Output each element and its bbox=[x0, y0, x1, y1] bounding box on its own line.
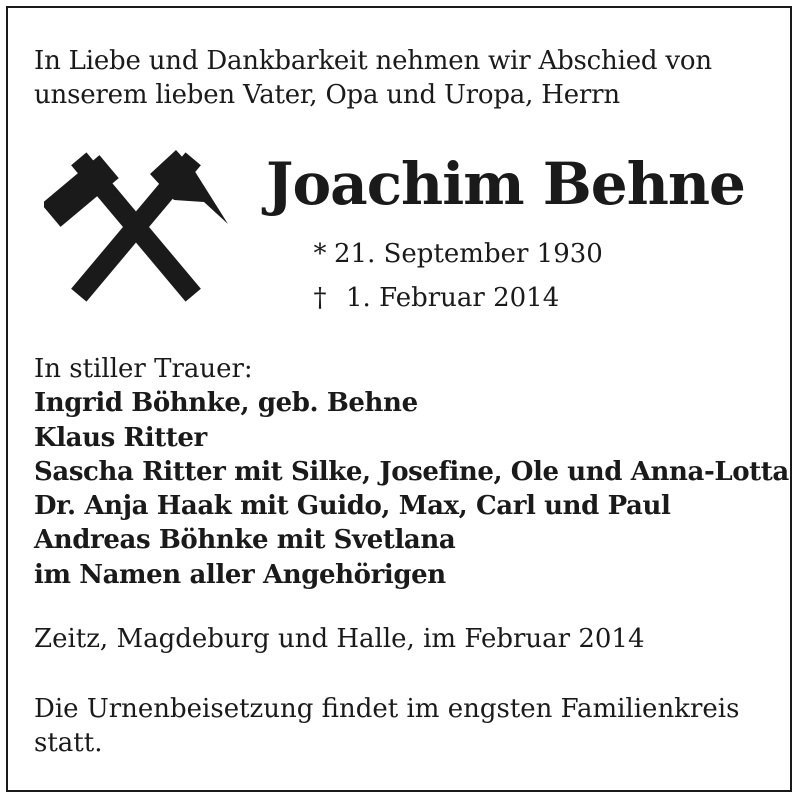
death-row bbox=[306, 276, 603, 320]
hammer-and-pick-icon bbox=[44, 146, 228, 308]
deceased-name: Joachim Behne bbox=[266, 150, 745, 218]
burial-line: Die Urnenbeisetzung findet im engsten Familienkreis bbox=[34, 694, 740, 724]
mourner-line: Sascha Ritter mit Silke, Josefine, Ole und Anna-Lotta bbox=[34, 456, 789, 487]
mourner-line: Ingrid Böhnke, geb. Behne bbox=[34, 388, 418, 419]
mourning-heading: In stiller Trauer: bbox=[34, 354, 253, 384]
birth-date: 21. September 1930 bbox=[334, 239, 603, 269]
mourner-line: Klaus Ritter bbox=[34, 422, 207, 453]
intro-line: unserem lieben Vater, Opa und Uropa, Herrn bbox=[34, 80, 620, 110]
life-dates bbox=[306, 232, 603, 320]
intro-text bbox=[34, 44, 774, 112]
mourner-line: im Namen aller Angehörigen bbox=[34, 559, 446, 590]
birth-star-icon: * bbox=[313, 239, 327, 269]
intro-line: In Liebe und Dankbarkeit nehmen wir Abschied von bbox=[34, 46, 712, 76]
birth-row bbox=[306, 232, 603, 276]
place-and-date: Zeitz, Magdeburg und Halle, im Februar 2014 bbox=[34, 624, 645, 654]
burial-note bbox=[34, 692, 739, 760]
mourner-line: Andreas Böhnke mit Svetlana bbox=[34, 525, 456, 556]
death-date: 1. Februar 2014 bbox=[346, 283, 560, 313]
burial-line: statt. bbox=[34, 728, 103, 758]
mourning-section bbox=[34, 352, 789, 592]
mourner-line: Dr. Anja Haak mit Guido, Max, Carl und Paul bbox=[34, 491, 671, 522]
mourner-list bbox=[34, 386, 789, 592]
death-cross-icon: † bbox=[313, 283, 327, 313]
